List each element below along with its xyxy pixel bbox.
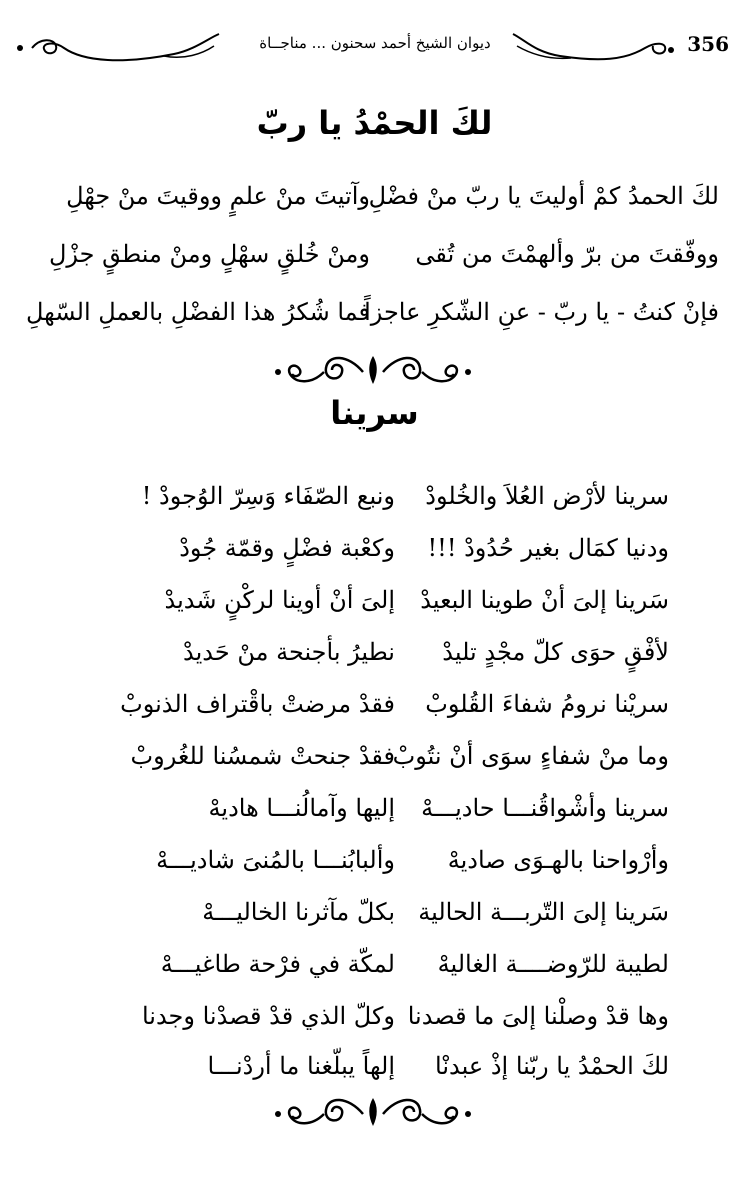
first-hemistich: سريْنا نرومُ شفاءَ القُلوبْ: [425, 690, 669, 718]
second-hemistich: لمكّة في فرْحة طاغيـــهْ: [160, 950, 395, 978]
first-hemistich: وها قدْ وصلْنا إلىَ ما قصدنا: [407, 1002, 669, 1030]
verse-line: [0, 170, 749, 222]
verse-line: [0, 886, 749, 938]
verse-line: [0, 522, 749, 574]
verse-line: [0, 730, 749, 782]
second-hemistich: فقدْ مرضتْ باقْتراف الذنوبْ: [120, 690, 395, 718]
first-hemistich: ودنيا كمَال بغير حُدُودْ !!!: [427, 534, 669, 562]
second-hemistich: إلهاً يبلّغنا ما أردْنـــا: [207, 1052, 395, 1080]
second-hemistich: إليها وآمالُنـــا هاديهْ: [208, 794, 395, 822]
first-hemistich: ووفّقتَ من برّ وألهمْتَ من تُقى: [415, 240, 719, 268]
first-hemistich: فإنْ كنتُ - يا ربّ - عنِ الشّكرِ عاجزاً: [364, 298, 719, 326]
verse-line: [0, 782, 749, 834]
verse-line: [0, 990, 749, 1042]
verse-line: [0, 938, 749, 990]
section-divider-ornament: [268, 350, 478, 390]
first-hemistich: سرينا وأشْواقُنـــا حاديـــهْ: [421, 794, 669, 822]
end-ornament: [268, 1092, 478, 1132]
first-hemistich: سَرينا إلىَ التّربـــة الحالية: [418, 898, 669, 926]
second-hemistich: نطيرُ بأجنحة منْ حَديدْ: [182, 638, 395, 666]
first-hemistich: وما منْ شفاءٍ سوَى أنْ نتُوبْ: [392, 742, 669, 770]
right-header-flourish: [505, 24, 675, 68]
verse-line: [0, 678, 749, 730]
verse-line: [0, 834, 749, 886]
verse-line: [0, 626, 749, 678]
first-hemistich: لكَ الحمدُ كمْ أوليتَ يا ربّ منْ فضْلِ: [368, 182, 719, 210]
second-hemistich: فقدْ جنحتْ شمسُنا للغُروبْ: [130, 742, 395, 770]
second-hemistich: ومنْ خُلقٍ سهْلٍ ومنْ منطقٍ جزْلِ: [48, 240, 370, 268]
verse-line: [0, 1040, 749, 1092]
page-number: 356: [687, 32, 729, 56]
second-hemistich: وألبابُنـــا بالمُنىَ شاديـــهْ: [156, 846, 395, 874]
second-hemistich: وكعْبة فضْلٍ وقمّة جُودْ: [179, 534, 395, 562]
running-head: ديوان الشيخ أحمد سحنون ... مناجــاة: [259, 34, 491, 52]
second-hemistich: وآتيتَ منْ علمٍ ووقيتَ منْ جهْلِ: [66, 182, 370, 210]
poem-title: لكَ الحمْدُ يا ربّ: [256, 104, 493, 142]
verse-line: [0, 574, 749, 626]
second-hemistich: وكلّ الذي قدْ قصدْنا وجدنا: [141, 1002, 395, 1030]
verse-line: [0, 286, 749, 338]
poem-title: سرينا: [330, 394, 419, 432]
second-hemistich: بكلّ مآثرنا الخاليـــهْ: [202, 898, 395, 926]
first-hemistich: لطيبة للرّوضــــة الغاليهْ: [437, 950, 669, 978]
first-hemistich: سَرينا إلىَ أنْ طوينا البعيدْ: [420, 586, 669, 614]
second-hemistich: ونبع الصّفَاء وَسِرّ الوُجودْ !: [141, 482, 395, 510]
left-header-flourish: [14, 24, 229, 68]
first-hemistich: لكَ الحمْدُ يا ربّنا إذْ عبدنْا: [435, 1052, 669, 1080]
first-hemistich: لأفْقٍ حوَى كلّ مجْدٍ تليدْ: [442, 638, 669, 666]
first-hemistich: سرينا لأرْض العُلاَ والخُلودْ: [425, 482, 669, 510]
verse-line: [0, 228, 749, 280]
verse-line: [0, 470, 749, 522]
second-hemistich: فما شُكرُ هذا الفضْلِ بالعملِ السّهلِ: [25, 298, 370, 326]
page-header: [0, 18, 749, 78]
first-hemistich: وأرْواحنا بالهـوَى صاديهْ: [447, 846, 669, 874]
second-hemistich: إلىَ أنْ أوينا لركْنٍ شَديدْ: [164, 586, 395, 614]
